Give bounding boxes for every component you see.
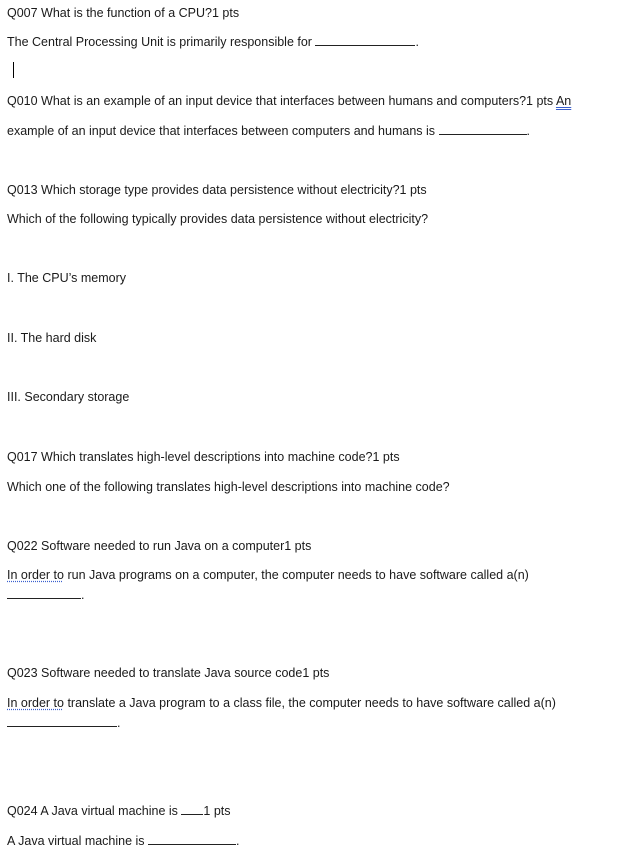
q023-period: .: [117, 716, 121, 730]
q007-prompt: [7, 34, 419, 50]
q023-prompt: [7, 695, 556, 711]
q010-answer-blank[interactable]: [439, 123, 527, 135]
text-cursor: [13, 62, 14, 78]
q022-answer-blank[interactable]: [7, 587, 81, 599]
q017-prompt: Which one of the following translates high-level descriptions into machine code?: [7, 480, 450, 494]
q023-title: Q023 Software needed to translate Java source code1 pts: [7, 666, 330, 680]
q023-prompt-text: translate a Java program to a class file, the computer needs to have software called a(n): [63, 696, 556, 710]
q013-title: Q013 Which storage type provides data persistence without electricity?1 pts: [7, 183, 427, 197]
q017-title: Q017 Which translates high-level descriptions into machine code?1 pts: [7, 450, 400, 464]
q023-answer-blank[interactable]: [7, 715, 117, 727]
q023-phrase: In order to: [7, 696, 64, 710]
q022-prompt-text: run Java programs on a computer, the computer needs to have software called a(n): [63, 568, 529, 582]
q023-answer-line: [7, 715, 120, 731]
q010-link-word: An: [555, 94, 572, 108]
q022-period: .: [81, 588, 85, 602]
q024-prompt-text: A Java virtual machine is: [7, 834, 145, 848]
q024-title: [7, 803, 231, 819]
q013-option-2: II. The hard disk: [7, 331, 97, 345]
q022-title: Q022 Software needed to run Java on a computer1 pts: [7, 539, 312, 553]
q024-title-text: Q024 A Java virtual machine is: [7, 804, 182, 818]
q007-title: Q007 What is the function of a CPU?1 pts: [7, 6, 240, 20]
q010-title-text: Q010 What is an example of an input device that interfaces between humans and computers?1 pts: [7, 94, 554, 108]
q024-title-blank[interactable]: [181, 803, 203, 815]
q024-period: .: [236, 834, 240, 848]
q024-answer-blank[interactable]: [148, 833, 236, 845]
q013-prompt: Which of the following typically provides data persistence without electricity?: [7, 212, 429, 226]
q007-prompt-text: The Central Processing Unit is primarily responsible for: [7, 35, 312, 49]
q007-answer-blank[interactable]: [315, 34, 415, 46]
q010-prompt: [7, 123, 530, 139]
q022-answer-line: [7, 587, 84, 603]
q024-prompt: [7, 833, 240, 849]
q007-period: .: [415, 35, 419, 49]
q022-prompt: [7, 567, 529, 583]
q010-title: [7, 93, 571, 109]
q010-period: .: [526, 124, 530, 138]
q022-phrase: In order to: [7, 568, 64, 582]
q024-points: 1 pts: [203, 804, 231, 818]
q010-prompt-text: example of an input device that interfaces between computers and humans is: [7, 124, 436, 138]
q013-option-3: III. Secondary storage: [7, 390, 130, 404]
q013-option-1: I. The CPU’s memory: [7, 271, 127, 285]
